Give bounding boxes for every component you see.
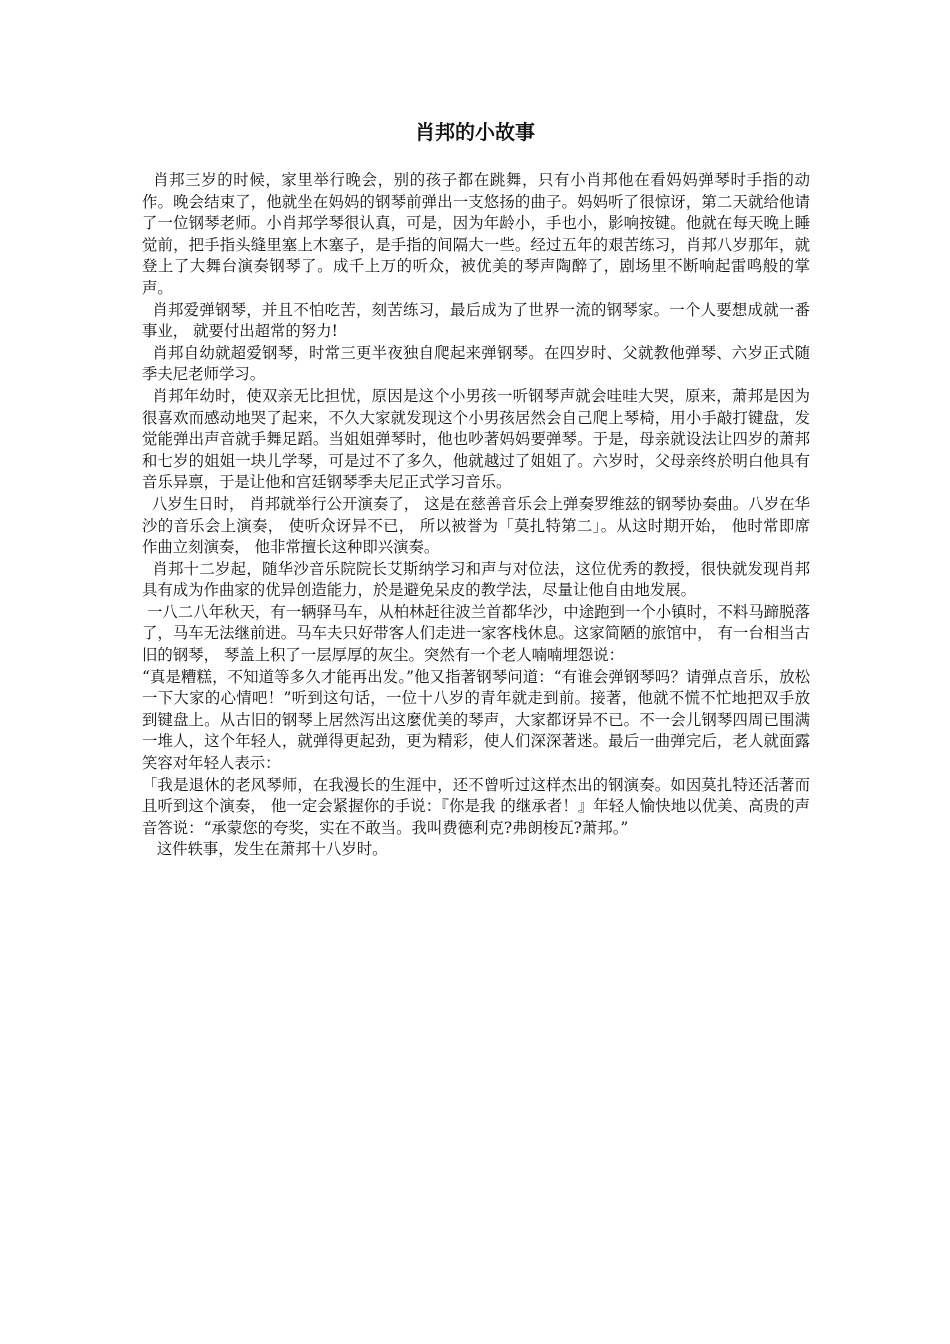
- document-title: 肖邦的小故事: [415, 120, 535, 144]
- paragraph: 肖邦年幼时，使双亲无比担忧，原因是这个小男孩一听钢琴声就会哇哇大哭，原来，萧邦是因为很喜欢而感动地哭了起来，不久大家就发现这个小男孩居然会自己爬上琴椅，用小手敲打键盘，发觉能弹出声音就手舞足蹈。当姐姐弹琴时，他也吵著妈妈要弹琴。于是，母亲就设法让四岁的萧邦和七岁的姐姐一块儿学琴，可是过不了多久，他就越过了姐姐了。六岁时，父母亲终於明白他具有音乐异禀，于是让他和宫廷钢琴季夫尼正式学习音乐。: [142, 386, 810, 492]
- paragraph: 八岁生日时， 肖邦就举行公开演奏了， 这是在慈善音乐会上弹奏罗维兹的钢琴协奏曲。八岁在华沙的音乐会上演奏， 使听众讶异不已， 所以被誉为「莫扎特第二」。从这时期开始， 他时常即席作曲立刻演奏， 他非常擅长这种即兴演奏。: [142, 494, 810, 557]
- paragraph: 肖邦三岁的时候，家里举行晚会，别的孩子都在跳舞，只有小肖邦他在看妈妈弹琴时手指的动作。晚会结束了，他就坐在妈妈的钢琴前弹出一支悠扬的曲子。妈妈听了很惊讶，第二天就给他请了一位钢琴老师。小肖邦学琴很认真，可是，因为年龄小，手也小，影响按键。他就在每天晚上睡觉前，把手指头缝里塞上木塞子，是手指的间隔大一些。经过五年的艰苦练习，肖邦八岁那年，就登上了大舞台演奏钢琴了。成千上万的听众，被优美的琴声陶醉了，剧场里不断响起雷鸣般的掌声。: [142, 171, 810, 297]
- paragraph: 肖邦自幼就超爱钢琴，时常三更半夜独自爬起来弹钢琴。在四岁时、父就教他弹琴、六岁正式随季夫尼老师学习。: [142, 343, 810, 384]
- paragraph: 一八二八年秋天，有一辆驿马车，从柏林赶往波兰首都华沙，中途跑到一个小镇时，不料马蹄脱落了，马车无法继前进。马车夫只好带客人们走进一家客栈休息。这家简陋的旅馆中， 有一台相当古旧的钢琴， 琴盖上积了一层厚厚的灰尘。突然有一个老人喃喃埋怨说：: [142, 602, 810, 665]
- paragraph: “真是糟糕，不知道等多久才能再出发。”他又指著钢琴问道：“有谁会弹钢琴吗？请弹点音乐，放松一下大家的心情吧！”听到这句话，一位十八岁的青年就走到前。接著，他就不慌不忙地把双手放到键盘上。从古旧的钢琴上居然泻出这麼优美的琴声，大家都讶异不已。不一会儿钢琴四周已围满一堆人，这个年轻人，就弹得更起劲，更为精彩，使人们深深著迷。最后一曲弹完后，老人就面露笑容对年轻人表示：: [142, 667, 810, 773]
- paragraph: 肖邦十二岁起，随华沙音乐院院长艾斯纳学习和声与对位法，这位优秀的教授，很快就发现肖邦具有成为作曲家的优异创造能力，於是避免呆皮的教学法，尽量让他自由地发展。: [142, 559, 810, 600]
- paragraph: 「我是退休的老风琴师，在我漫长的生涯中，还不曾听过这样杰出的钢演奏。如因莫扎特还活著而且听到这个演奏， 他一定会紧握你的手说：『你是我 的继承者！』年轻人愉快地以优美、高贵的声音答说：“承蒙您的夸奖，实在不敢当。我叫费德利克?弗朗梭瓦?萧邦。”: [142, 775, 810, 837]
- paragraph: 这件轶事，发生在萧邦十八岁时。: [142, 840, 388, 859]
- paragraph: 肖邦爱弹钢琴，并且不怕吃苦，刻苦练习，最后成为了世界一流的钢琴家。一个人要想成就一番事业， 就要付出超常的努力!: [142, 300, 810, 341]
- document-body: [142, 170, 810, 861]
